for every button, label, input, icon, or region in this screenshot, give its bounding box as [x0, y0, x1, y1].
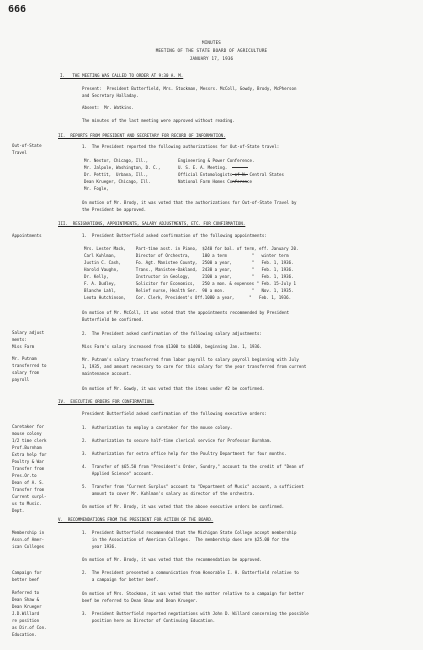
appointment-row: F. A. Dudley, Solicitor for Economics, 250 a mon. & expenses " Feb. 15-July 1	[84, 281, 296, 286]
absent-line: Absent: Mr. Watkins.	[82, 105, 134, 110]
page-number: 666	[8, 4, 27, 15]
side-note-appointments: Appointments	[12, 233, 42, 238]
membership-line-3: year 1936.	[82, 544, 117, 549]
section-heading-1: I. THE MEETING WAS CALLED TO ORDER AT 9:30 A. M.	[60, 73, 184, 78]
present-line-2: and Secretary Halladay.	[82, 93, 139, 98]
side-note-membership: Assn.of Amer-	[12, 537, 45, 542]
exec-motion: On motion of Mr. Brody, it was voted that the above executive orders be confirmed.	[82, 504, 285, 509]
side-note-putnam-1: Mr. Putnam	[12, 356, 37, 361]
salary-farm: Miss Farm's salary increased from $1300 to $1400, beginning Jan. 1, 1936.	[82, 344, 262, 349]
side-note-exec: Poultry & War	[12, 459, 45, 464]
side-note-exec: mouse colony	[12, 431, 42, 436]
side-note-membership: ican Colleges	[12, 544, 45, 549]
side-note-salary-1: Salary adjust	[12, 330, 45, 335]
side-note-putnam-2: transferred to	[12, 363, 47, 368]
side-note-exec: Extra help for	[12, 452, 47, 457]
doc-title: MINUTES	[201, 40, 222, 45]
side-note-exec: Transfer from	[12, 487, 45, 492]
appointments-motion-1: On motion of Mr. McColl, it was voted that the appointments recommended by President	[82, 310, 290, 315]
side-note-beef: better beef	[12, 577, 40, 582]
side-note-exec: Dean of A. S.	[12, 480, 45, 485]
travel-purpose: Official Entomologists of N. Central States	[178, 172, 284, 177]
side-note-membership: Membership in	[12, 530, 45, 535]
present-line-1: Present: President Butterfield, Mrs. Stockman, Messrs. McColl, Gowdy, Brody, McPherson	[82, 86, 297, 91]
side-note-exec: Prof.Burnham	[12, 445, 42, 450]
travel-purpose: National Farm Homes Conference	[178, 179, 252, 184]
travel-motion-1: On motion of Mr. Brody, it was voted that the authorizations for Out-of-State Travel by	[82, 200, 297, 205]
side-note-exec: Caretaker for	[12, 424, 45, 429]
side-note-referred: Referred to	[12, 590, 40, 595]
exec-order-5a: 5. Transfer from "Current Surplus" account to "Department of Music" account, a sufficient	[82, 484, 304, 489]
side-note-salary-2: ments:	[12, 337, 27, 342]
side-note-exec: Pres.Or.to	[12, 473, 37, 478]
ditto-marks	[232, 159, 252, 183]
travel-name: Mr. Fogle,	[84, 186, 109, 191]
beef-line-1: 2. The President presented a communication from Honorable I. H. Butterfield relative to	[82, 570, 299, 575]
side-note-putnam-3: salary from	[12, 370, 40, 375]
appointment-row: Blanche Lahl, Relief nurse, Health Ser. 90 a mon. " Nov. 1, 1935.	[84, 288, 294, 293]
side-note-travel-2: Travel	[12, 150, 27, 155]
side-note-referred: Dean Shaw &	[12, 597, 40, 602]
appointment-row: Leota Hutchinson, Cor. Clerk, President's Off.1080 a year, " Feb. 1, 1936.	[84, 295, 292, 300]
salary-motion: On motion of Mr. Gowdy, it was voted that the items under #2 be confirmed.	[82, 386, 265, 391]
travel-purpose: U. S. E. A. Meeting.	[178, 165, 228, 170]
side-note-referred: Dean Krueger	[12, 604, 42, 609]
section-heading-3: III. RESIGNATIONS, APPOINTMENTS, SALARY ADJUSTMENTS, ETC. FOR CONFIRMATION.	[58, 221, 246, 226]
side-note-exec: us to Music.	[12, 501, 42, 506]
side-note-willard: re position	[12, 618, 40, 623]
putnam-line-1: Mr. Putnam's salary transferred from labor payroll to salary payroll beginning with July	[82, 357, 299, 362]
side-note-beef: Campaign for	[12, 570, 42, 575]
side-note-putnam-4: payroll	[12, 377, 30, 382]
membership-line-1: 1. President Butterfield recommended that the Michigan State College accept membership	[82, 530, 297, 535]
appointment-row: Carl Kuhlman, Director of Orchestra, 100 a term " winter term	[84, 253, 289, 258]
appointment-row: Justin C. Cash, Fo. Agt. Manistee County, 2500 a year, " Feb. 1, 1936.	[84, 260, 294, 265]
travel-intro: 1. The President reported the following authorizations for Out-of-State travel:	[82, 144, 280, 149]
membership-motion: On motion of Mr. Brody, it was voted that the recommendation be approved.	[82, 557, 262, 562]
side-note-willard: J.D.Willard	[12, 611, 40, 616]
side-note-exec: 1/2 time clerk	[12, 438, 47, 443]
appointment-row: Mrs. Lester Mack, Part-time asst. in Piano, $240 for bal. of term, eff. January 20.	[84, 246, 299, 251]
doc-subtitle: MEETING OF THE STATE BOARD OF AGRICULTURE	[155, 48, 268, 53]
appointments-motion-2: Butterfield be confirmed.	[82, 317, 144, 322]
section-heading-4: IV. EXECUTIVE ORDERS FOR CONFIRMATION.	[58, 399, 155, 404]
travel-name: Mr. Nestor, Chicago, Ill.,	[84, 158, 149, 163]
exec-order-4a: 4. Transfer of $65.50 from "President's Order, Sundry," account to the credit of "Dean of	[82, 464, 304, 469]
beef-motion-1: On motion of Mrs. Stockman, it was voted that the matter relative to a campaign for better	[82, 591, 304, 596]
willard-line-2: position here as Director of Continuing Education.	[82, 618, 216, 623]
travel-name: Mr. Jalpole, Washington, D. C.,	[84, 165, 161, 170]
putnam-line-3: maintenance account.	[82, 371, 132, 376]
section-heading-5: V. RECOMMENDATIONS FROM THE PRESIDENT FOR ACTION OF THE BOARD.	[58, 517, 214, 522]
appointment-row: Harold Vaughn, Trans., Manistee-Oakland, 2430 a year, " Feb. 1, 1936.	[84, 267, 294, 272]
side-note-willard: Education.	[12, 632, 37, 637]
appointment-row: Dr. Kelly, Instructor in Geology, 2100 a year, " Feb. 1, 1936.	[84, 274, 294, 279]
salary-intro: 2. The President asked confirmation of the following salary adjustments:	[82, 331, 262, 336]
putnam-line-2: 1, 1935, and amount necessary to care for this salary for the year transferred from current	[82, 364, 307, 369]
side-note-exec: Current surpl-	[12, 494, 47, 499]
doc-date: JANUARY 17, 1936	[189, 56, 234, 61]
exec-orders-intro: President Butterfield asked confirmation of the following executive orders:	[82, 411, 267, 416]
travel-name: Dr. Pettit, Urbana, Ill.,	[84, 172, 149, 177]
membership-line-2: in the Association of American Colleges. The membership dues are $25.00 for the	[82, 537, 290, 542]
appointments-intro: 1. President Butterfield asked confirmation of the following appointments:	[82, 233, 267, 238]
beef-motion-2: beef be referred to Dean Shaw and Dean Krueger.	[82, 598, 198, 603]
side-note-willard: as Dir.of Con.	[12, 625, 47, 630]
exec-order-3: 3. Authorization for extra office help for the Poultry Department for four months.	[82, 451, 287, 456]
exec-order-4b: Applied Science" account.	[82, 471, 154, 476]
side-note-exec: Transfer from	[12, 466, 45, 471]
minutes-approved: The minutes of the last meeting were approved without reading.	[82, 118, 235, 123]
side-note-exec: Dept.	[12, 508, 25, 513]
side-note-travel-1: Out-of-State	[12, 143, 42, 148]
beef-line-2: a campaign for better beef.	[82, 577, 159, 582]
travel-motion-2: the President be approved.	[82, 207, 147, 212]
side-note-salary-3: Miss Farm	[12, 344, 35, 349]
travel-purpose: Engineering & Power Conference.	[178, 158, 255, 163]
section-heading-2: II. REPORTS FROM PRESIDENT AND SECRETARY FOR RECORD OF INFORMATION.	[58, 133, 226, 138]
travel-name: Dean Krueger, Chicago, Ill.	[84, 179, 151, 184]
exec-order-5b: amount to cover Mr. Kuhlman's salary as director of the orchestra.	[82, 491, 255, 496]
exec-order-2: 2. Authorization to secure half-time clerical service for Professor Burnham.	[82, 438, 272, 443]
willard-line-1: 3. President Butterfield reported negotiations with John D. Willard concerning the possible	[82, 611, 309, 616]
exec-order-1: 1. Authorization to employ a caretaker for the mouse colony.	[82, 425, 233, 430]
